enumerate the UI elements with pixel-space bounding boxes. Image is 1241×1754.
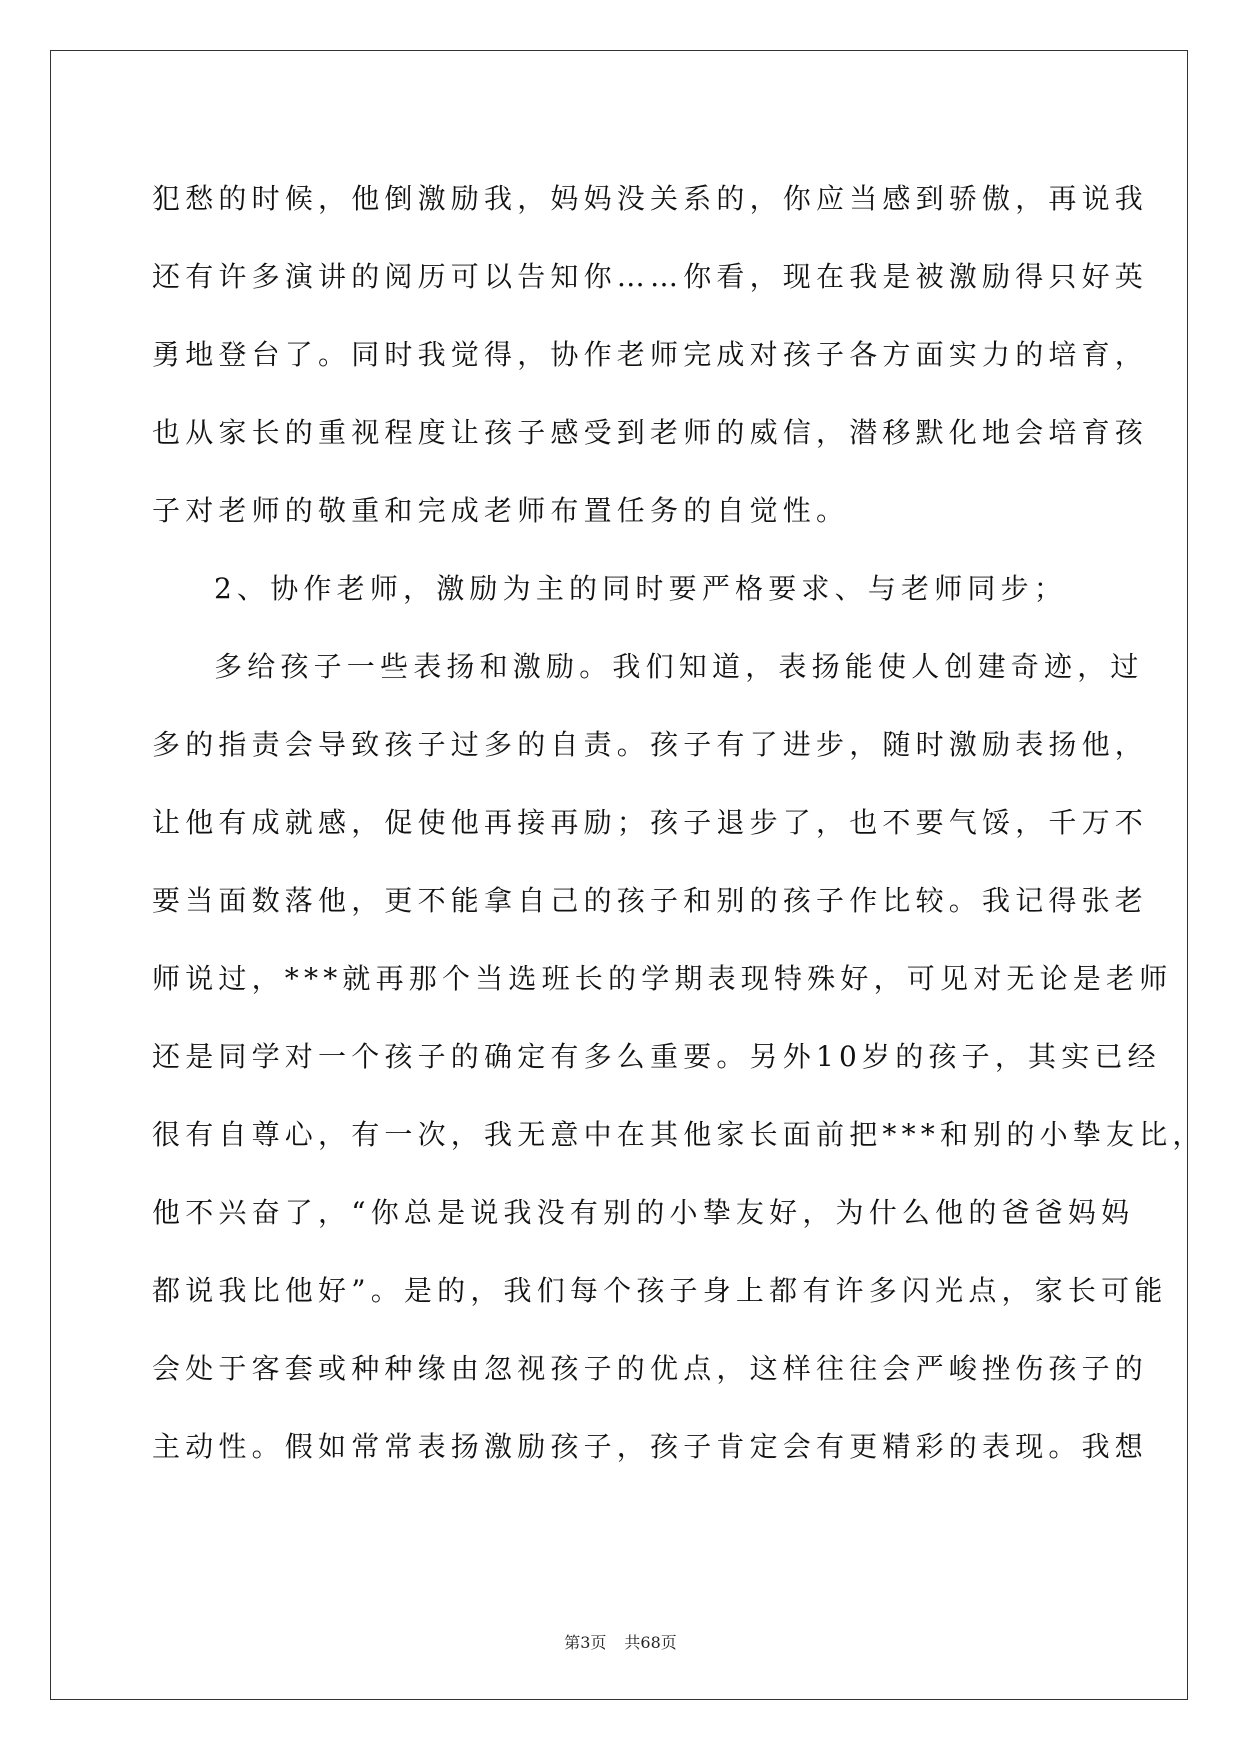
text-line: 他不兴奋了，“你总是说我没有别的小挚友好，为什么他的爸爸妈妈: [152, 1196, 1135, 1229]
text-line: 都说我比他好”。是的，我们每个孩子身上都有许多闪光点，家长可能: [152, 1274, 1168, 1307]
text-line: 很有自尊心，有一次，我无意中在其他家长面前把***和别的小挚友比，: [152, 1118, 1206, 1151]
text-line: 让他有成就感，促使他再接再励；孩子退步了，也不要气馁，千万不: [152, 806, 1149, 839]
text-line: 多给孩子一些表扬和激励。我们知道，表扬能使人创建奇迹，过: [214, 650, 1144, 683]
text-line: 2、协作老师，激励为主的同时要严格要求、与老师同步；: [214, 572, 1068, 605]
page-number: 第3页: [564, 1633, 607, 1652]
page-footer: [0, 1630, 1241, 1653]
text-line: 还是同学对一个孩子的确定有多么重要。另外10岁的孩子，其实已经: [152, 1040, 1161, 1073]
text-line: 勇地登台了。同时我觉得，协作老师完成对孩子各方面实力的培育，: [152, 338, 1149, 371]
text-line: 师说过，***就再那个当选班长的学期表现特殊好，可见对无论是老师: [152, 962, 1173, 995]
text-line: 要当面数落他，更不能拿自己的孩子和别的孩子作比较。我记得张老: [152, 884, 1149, 917]
text-line: 多的指责会导致孩子过多的自责。孩子有了进步，随时激励表扬他，: [152, 728, 1149, 761]
page-total: 共68页: [624, 1633, 677, 1652]
text-line: 主动性。假如常常表扬激励孩子，孩子肯定会有更精彩的表现。我想: [152, 1430, 1149, 1463]
text-line: 也从家长的重视程度让孩子感受到老师的威信，潜移默化地会培育孩: [152, 416, 1149, 449]
text-line: 子对老师的敬重和完成老师布置任务的自觉性。: [152, 494, 850, 527]
text-line: 会处于客套或种种缘由忽视孩子的优点，这样往往会严峻挫伤孩子的: [152, 1352, 1149, 1385]
text-line: 还有许多演讲的阅历可以告知你……你看，现在我是被激励得只好英: [152, 260, 1149, 293]
document-body: [152, 160, 1206, 1486]
text-line: 犯愁的时候，他倒激励我，妈妈没关系的，你应当感到骄傲，再说我: [152, 182, 1149, 215]
